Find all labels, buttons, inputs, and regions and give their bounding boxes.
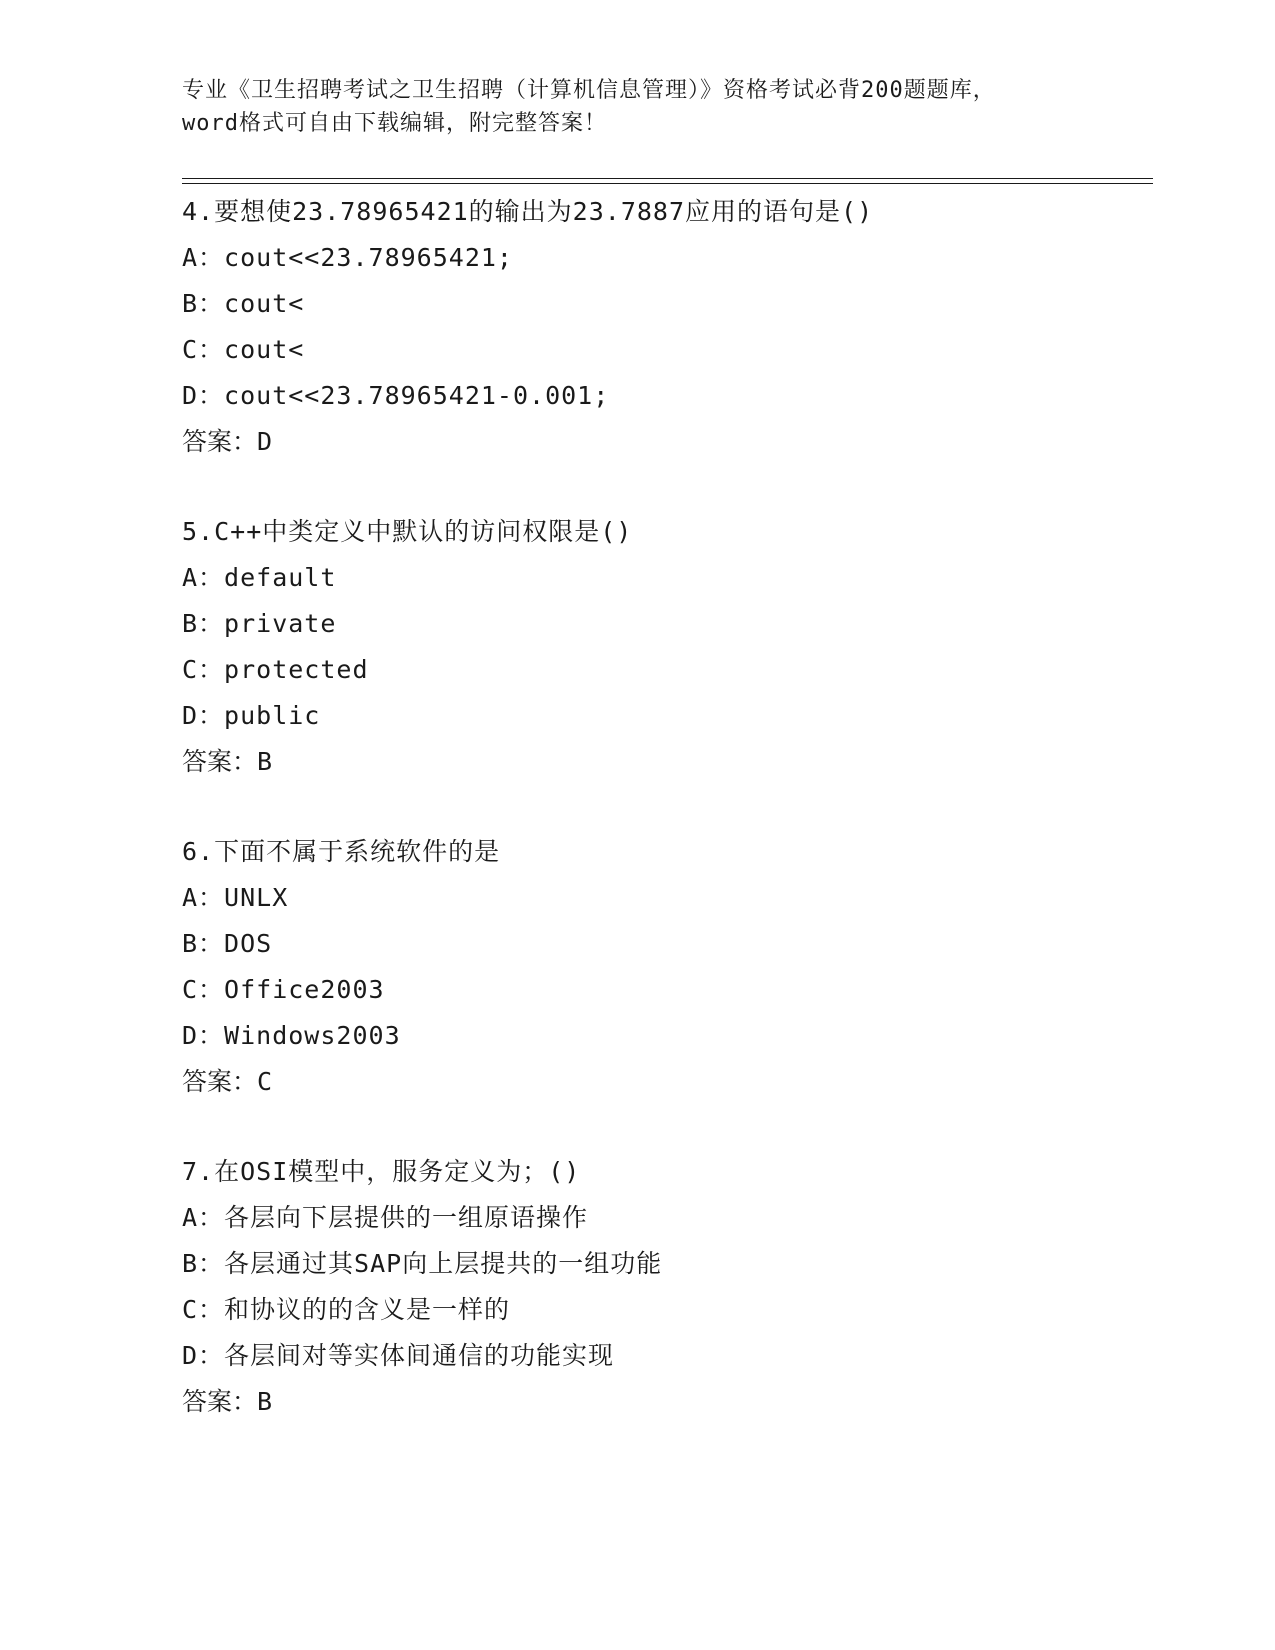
question-stem: 7.在OSI模型中，服务定义为；() [182,1157,581,1186]
option-c: C：protected [182,655,369,684]
option-d: D：Windows2003 [182,1021,401,1050]
question-4 [182,189,1132,465]
question-6 [182,829,1132,1105]
option-b: B：cout< [182,289,305,318]
header-divider-bottom [182,183,1153,184]
option-a: A：各层向下层提供的一组原语操作 [182,1203,589,1232]
document-header [182,74,1082,140]
answer-label: 答案：D [182,427,273,456]
option-b: B：各层通过其SAP向上层提共的一组功能 [182,1249,663,1278]
option-a: A：cout<<23.78965421; [182,243,513,272]
option-b: B：DOS [182,929,273,958]
question-stem: 6.下面不属于系统软件的是 [182,837,501,866]
option-a: A：default [182,563,337,592]
option-c: C：cout< [182,335,305,364]
option-a: A：UNLX [182,883,289,912]
question-7 [182,1149,1132,1425]
option-d: D：各层间对等实体间通信的功能实现 [182,1341,615,1370]
option-c: C：Office2003 [182,975,385,1004]
answer-label: 答案：B [182,1387,273,1416]
answer-label: 答案：C [182,1067,273,1096]
question-stem: 4.要想使23.78965421的输出为23.7887应用的语句是() [182,197,874,226]
header-line-1: 专业《卫生招聘考试之卫生招聘（计算机信息管理）》资格考试必背200题题库， [182,78,996,103]
question-stem: 5.C++中类定义中默认的访问权限是() [182,517,633,546]
question-5 [182,509,1132,785]
option-d: D：public [182,701,321,730]
header-divider-top [182,178,1153,179]
option-c: C：和协议的的含义是一样的 [182,1295,511,1324]
option-b: B：private [182,609,337,638]
option-d: D：cout<<23.78965421-0.001; [182,381,610,410]
header-line-2: word格式可自由下载编辑，附完整答案！ [182,111,607,136]
answer-label: 答案：B [182,747,273,776]
